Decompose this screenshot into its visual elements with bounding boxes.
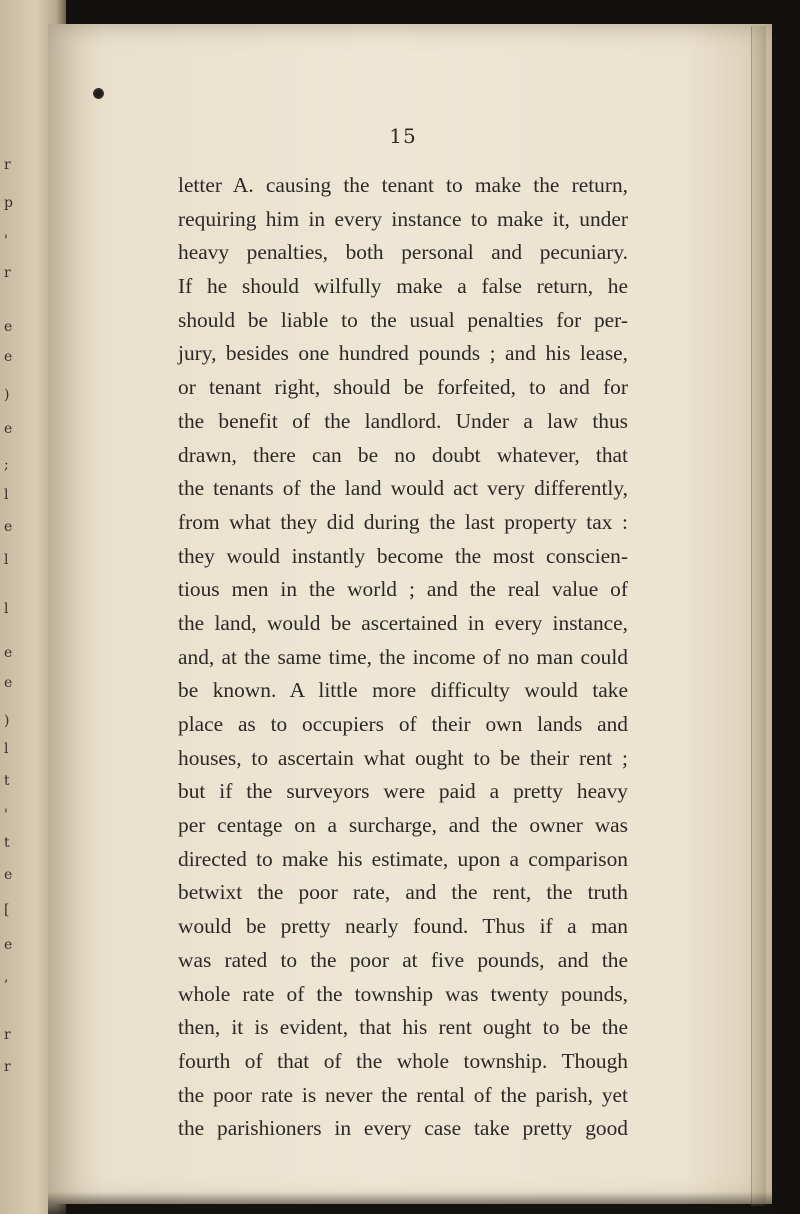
text-line: and, at the same time, the income of no man could (178, 644, 628, 669)
facing-page-letter: r (4, 1059, 11, 1075)
page-number: 15 (389, 124, 417, 148)
text-line: directed to make his estimate, upon a comparison (178, 846, 628, 871)
facing-page-letter: e (4, 319, 13, 335)
facing-page-letter: e (4, 937, 13, 953)
facing-page-letter: l (4, 601, 9, 617)
facing-page-letter: l (4, 741, 9, 757)
text-line: jury, besides one hundred pounds ; and his lease, (178, 341, 628, 366)
facing-page-letter: l (4, 487, 9, 503)
text-line: houses, to ascertain what ought to be their rent ; (178, 745, 628, 770)
text-line: the parishioners in every case take pretty good (178, 1116, 628, 1141)
text-line: per centage on a surcharge, and the owner was (178, 813, 628, 838)
text-line: be known. A little more difficulty would take (178, 678, 628, 703)
facing-page-letter: l (4, 552, 9, 568)
text-line: whole rate of the township was twenty pounds, (178, 981, 628, 1006)
text-line: the tenants of the land would act very differently, (178, 476, 628, 501)
facing-page-letter: e (4, 519, 13, 535)
bottom-shadow (48, 1192, 772, 1214)
ink-stain (93, 88, 104, 99)
text-line: should be liable to the usual penalties for per- (178, 307, 628, 332)
facing-page-letter: r (4, 1027, 11, 1043)
text-line: betwixt the poor rate, and the rent, the truth (178, 880, 628, 905)
facing-page-letter: p (4, 195, 13, 211)
text-line: the benefit of the landlord. Under a law thus (178, 408, 628, 433)
facing-page-letter: [ (4, 902, 10, 918)
facing-page-letter: ' (4, 233, 8, 249)
text-line: fourth of that of the whole township. Though (178, 1048, 628, 1073)
facing-page-letter: , (4, 969, 9, 985)
text-line: the land, would be ascertained in every instance, (178, 610, 628, 635)
text-line: then, it is evident, that his rent ought to be the (178, 1015, 628, 1040)
text-line: requiring him in every instance to make it, under (178, 206, 628, 231)
text-line: heavy penalties, both personal and pecuniary. (178, 240, 628, 265)
facing-page-letter: t (4, 835, 10, 851)
body-text (178, 169, 628, 1146)
text-line: would be pretty nearly found. Thus if a man (178, 914, 628, 939)
text-line: from what they did during the last property tax : (178, 509, 628, 534)
facing-page-letter: e (4, 421, 13, 437)
facing-page-letter: e (4, 867, 13, 883)
text-line: letter A. causing the tenant to make the return, (178, 173, 628, 197)
facing-page-letter: r (4, 157, 11, 173)
text-line: the poor rate is never the rental of the parish, yet (178, 1082, 628, 1107)
text-line: but if the surveyors were paid a pretty heavy (178, 779, 628, 804)
facing-page-letter: e (4, 645, 13, 661)
facing-page-letter: e (4, 349, 13, 365)
page-edge-shadow (751, 26, 766, 1206)
facing-page-letter: r (4, 265, 11, 281)
text-line: place as to occupiers of their own lands and (178, 712, 628, 736)
facing-page-letter: ' (4, 807, 8, 823)
text-line: or tenant right, should be forfeited, to and for (178, 375, 628, 400)
facing-page-letter: e (4, 675, 13, 691)
text-line: If he should wilfully make a false return, he (178, 274, 628, 299)
facing-page-letter: t (4, 773, 10, 789)
text-line: tious men in the world ; and the real value of (178, 577, 628, 602)
facing-page-letter: ; (4, 457, 9, 473)
facing-page-letter: ) (4, 713, 10, 729)
text-line: they would instantly become the most conscien- (178, 543, 628, 568)
text-line: was rated to the poor at five pounds, and the (178, 947, 628, 972)
facing-page-letter: ) (4, 387, 10, 403)
text-line: drawn, there can be no doubt whatever, that (178, 442, 628, 467)
